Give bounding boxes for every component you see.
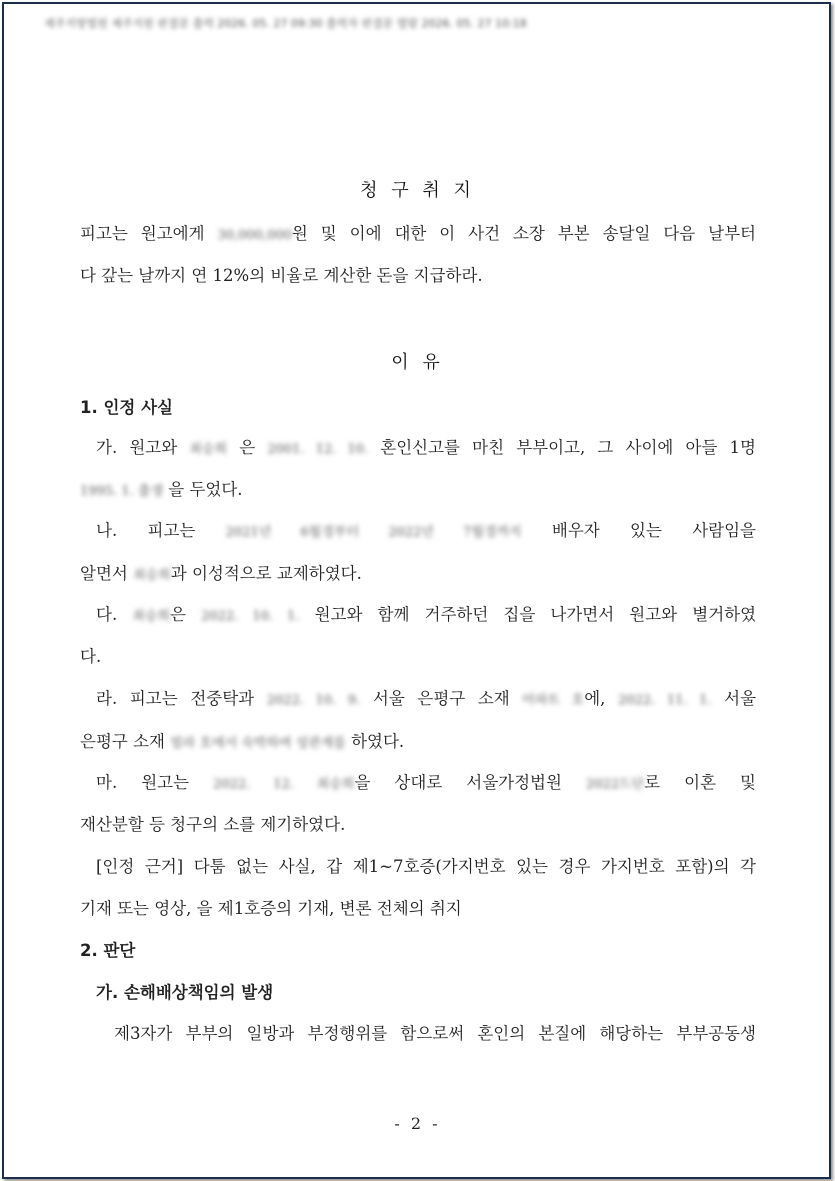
paragraph-ra-line-2: 은평구 소재 빌라 호에서 숙박하며 성관계를 하였다. — [80, 732, 405, 751]
paragraph-ma-line-2: 재산분할 등 청구의 소를 제기하였다. — [80, 815, 346, 834]
claim-title: 청 구 취 지 — [360, 180, 475, 201]
paragraph-ma-line-1: 마. 원고는 2022. 12. 최승희을 상대로 서울가정법원 2022드단로 이혼 및 — [96, 773, 756, 792]
redacted-name: 최승희 — [132, 609, 171, 624]
redacted-amount: 30,000,000 — [217, 228, 292, 243]
claim-line-2: 다 갚는 날까지 연 12%의 비율로 계산한 돈을 지급하라. — [80, 266, 483, 285]
redacted-date: 2022. 11. 1. — [618, 693, 712, 708]
judgment-paragraph-line-1: 제3자가 부부의 일방과 부정행위를 함으로써 혼인의 본질에 해당하는 부부공동생 — [114, 1024, 756, 1043]
print-header: 제주지방법원 제주지원 판결문 출력 2026. 05. 27 09:30 출력자 판결문 열람 2026. 05. 27 10:18 — [44, 17, 527, 29]
evidence-line-2: 기재 또는 영상, 을 제1호증의 기재, 변론 전체의 취지 — [80, 899, 462, 918]
paragraph-ra-line-1: 라. 피고는 전중탁과 2022. 10. 9. 서울 은평구 소재 아파트 호에, 2022. 11. 1. 서울 — [96, 689, 757, 708]
claim-line-1: 피고는 원고에게 30,000,000원 및 이에 대한 이 사건 소장 부본 송달일 다음 날부터 — [80, 224, 757, 243]
redacted-date: 2021년 6월경부터 2022년 7월경까지 — [225, 525, 522, 540]
redacted-date: 2022. 10. 1. — [201, 609, 300, 624]
evidence-line-1: [인정 근거] 다툼 없는 사실, 갑 제1~7호증(가지번호 있는 경우 가지번호 포함)의 각 — [96, 857, 756, 876]
paragraph-da-line-2: 다. — [80, 647, 102, 666]
redacted-name: 최승희 — [133, 568, 171, 583]
redacted-address: 빌라 호에서 숙박하며 성관계를 — [170, 736, 346, 751]
redacted-address: 아파트 호 — [522, 693, 585, 708]
paragraph-na-line-1: 나. 피고는 2021년 6월경부터 2022년 7월경까지 배우자 있는 사람임을 — [96, 521, 756, 540]
section-1-heading: 1. 인정 사실 — [80, 398, 173, 417]
redacted-name: 최승희 — [189, 442, 228, 457]
paragraph-na-line-2: 알면서 최승희과 이성적으로 교제하였다. — [80, 564, 362, 583]
reason-title: 이 유 — [391, 352, 444, 373]
redacted-case-number: 2022드단 — [585, 777, 645, 792]
paragraph-ga-line-1: 가. 원고와 최승희 은 2001. 12. 10. 혼인신고를 마친 부부이고, 그 사이에 아들 1명 — [96, 438, 756, 457]
redacted-date: 2001. 12. 10. — [267, 442, 369, 457]
page-number: - 2 - — [394, 1114, 441, 1133]
redacted-parties: 2022. 12. 최승희 — [213, 777, 355, 792]
paragraph-ga-line-2: 1995. 1. 출생 을 두었다. — [80, 480, 243, 499]
redacted-date: 2022. 10. 9. — [266, 693, 361, 708]
redacted-son: 1995. 1. 출생 — [80, 484, 164, 499]
subsection-ga-heading: 가. 손해배상책임의 발생 — [96, 983, 274, 1002]
section-2-heading: 2. 판단 — [80, 941, 136, 960]
paragraph-da-line-1: 다. 최승희은 2022. 10. 1. 원고와 함께 거주하던 집을 나가면서 원고와 별거하였 — [96, 605, 757, 624]
